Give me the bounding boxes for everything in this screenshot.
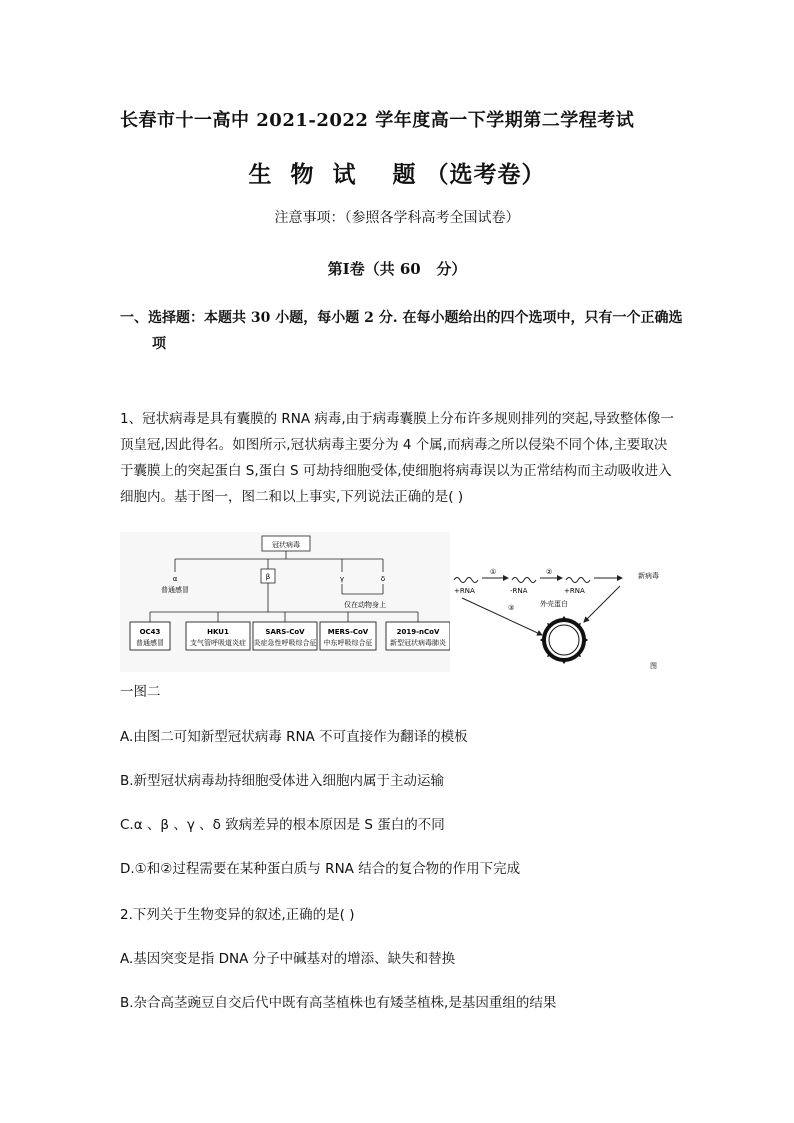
leaf-5-name: 2019-nCoV — [396, 628, 440, 636]
q1-option-a: A.由图二可知新型冠状病毒 RNA 不可直接作为翻译的模板 — [120, 729, 468, 745]
figure-1-alpha: α — [172, 575, 178, 583]
part-heading: 第Ⅰ卷（共 60 分） — [327, 260, 467, 278]
figure-1-alpha-desc: 普通感冒 — [161, 586, 189, 594]
figure-2-corner-label: 图 — [650, 662, 657, 670]
subject-title: 生 物 试 题 （选考卷） — [248, 161, 546, 188]
virus-capsid-icon — [540, 616, 588, 664]
figure-1-root: 冠状病毒 — [272, 541, 300, 549]
exam-title: 长春市十一高中 2021-2022 学年度高一下学期第二学程考试 — [120, 110, 635, 131]
step-1-label: ① — [490, 568, 497, 576]
notice-line: 注意事项：（参照各学科高考全国试卷） — [274, 210, 520, 226]
leaf-5-desc: 新型冠状病毒肺炎 — [390, 639, 446, 647]
step-2-label: ② — [546, 568, 553, 576]
section-heading — [120, 305, 685, 357]
leaf-4-name: MERS-CoV — [327, 628, 369, 636]
figure-caption: 一图二 — [120, 684, 161, 700]
leaf-1-desc: 普通感冒 — [136, 639, 164, 647]
leaf-1-name: OC43 — [139, 628, 161, 636]
figure-1-beta: β — [265, 573, 271, 581]
leaf-4-desc: 中东呼吸综合征 — [323, 639, 373, 647]
plus-rna-2: +RNA — [564, 587, 585, 595]
section-heading-line1: 一、选择题：本题共 30 小题，每小题 2 分. 在每小题给出的四个选项中，只有一个正确选 — [120, 310, 683, 326]
step-3-label: ③ — [508, 604, 515, 612]
wavy-rna-2 — [512, 578, 536, 583]
q1-option-b: B.新型冠状病毒劫持细胞受体进入细胞内属于主动运输 — [120, 773, 445, 789]
figure-1-delta: δ — [380, 575, 386, 583]
minus-rna: -RNA — [510, 587, 528, 595]
q2-option-a: A.基因突变是指 DNA 分子中碱基对的增添、缺失和替换 — [120, 951, 456, 967]
leaf-2-name: HKU1 — [207, 628, 229, 636]
new-virus-label: 新病毒 — [638, 572, 659, 580]
leaf-3-desc: 炎症急性呼吸综合征 — [253, 639, 317, 647]
question-2-stem: 2.下列关于生物变异的叙述,正确的是( ) — [120, 907, 355, 923]
question-1-stem: 1、冠状病毒是具有囊膜的 RNA 病毒,由于病毒囊膜上分布许多规则排列的突起,导致整体像一顶皇冠,因此得名。如图所示,冠状病毒主要分为 4 个属,而病毒之所以侵染不同个体,主要取决于囊膜上的突起蛋白 S,蛋白 S 可劫持细胞受体,使细胞将病毒误以为正常结构而主动吸收进入细胞内。基于图一，图二和以上事实,下列说法正确的是( ) — [120, 411, 674, 505]
figure-1-animal-only: 仅在动物身上 — [344, 601, 386, 609]
leaf-3-name: SARS-CoV — [265, 628, 305, 636]
leaf-2-desc: 支气管呼吸道炎症 — [190, 639, 246, 647]
wavy-rna-1 — [454, 578, 478, 583]
q2-option-b: B.杂合高茎豌豆自交后代中既有高茎植株也有矮茎植株,是基因重组的结果 — [120, 995, 557, 1011]
figure-2-replication — [452, 560, 672, 675]
coat-protein-label: 外壳蛋白 — [540, 600, 568, 608]
figure-1-classification-tree — [120, 532, 450, 672]
q1-option-c: C.α 、β 、γ 、δ 致病差异的根本原因是 S 蛋白的不同 — [120, 817, 445, 833]
figure-1-gamma: γ — [339, 575, 345, 583]
q1-option-d: D.①和②过程需要在某种蛋白质与 RNA 结合的复合物的作用下完成 — [120, 861, 521, 877]
plus-rna-1: +RNA — [454, 587, 475, 595]
section-heading-line2: 项 — [152, 336, 166, 352]
wavy-rna-3 — [566, 578, 590, 583]
